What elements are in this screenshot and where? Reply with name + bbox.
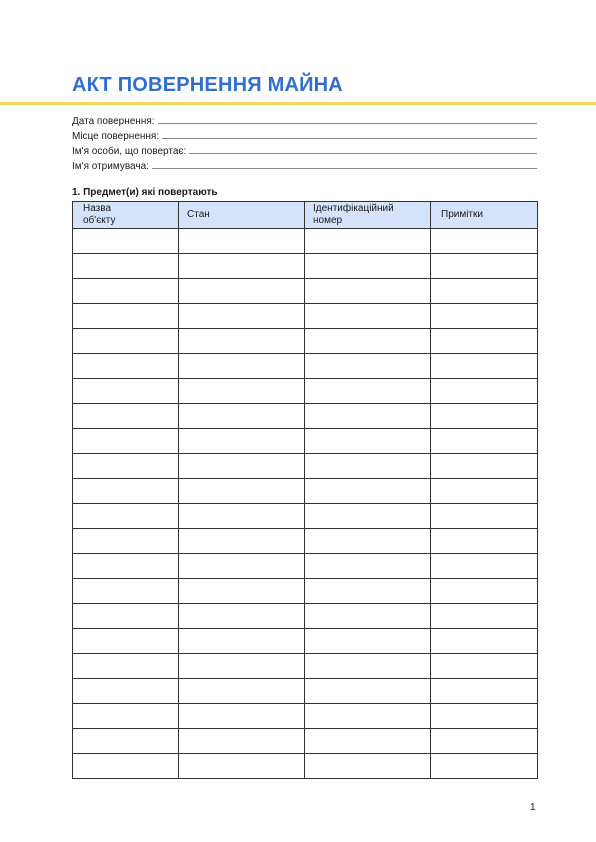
- cell-notes[interactable]: [431, 554, 538, 579]
- cell-id-number[interactable]: [305, 354, 431, 379]
- cell-condition[interactable]: [179, 654, 305, 679]
- cell-notes[interactable]: [431, 329, 538, 354]
- cell-id-number[interactable]: [305, 429, 431, 454]
- cell-condition[interactable]: [179, 579, 305, 604]
- cell-notes[interactable]: [431, 454, 538, 479]
- cell-object-name[interactable]: [73, 379, 179, 404]
- cell-condition[interactable]: [179, 629, 305, 654]
- table-row: [73, 504, 538, 529]
- cell-condition[interactable]: [179, 229, 305, 254]
- cell-id-number[interactable]: [305, 229, 431, 254]
- column-header-id-number: Ідентифікаційний номер: [305, 202, 431, 229]
- cell-object-name[interactable]: [73, 304, 179, 329]
- table-row: [73, 429, 538, 454]
- cell-object-name[interactable]: [73, 404, 179, 429]
- cell-condition[interactable]: [179, 454, 305, 479]
- cell-notes[interactable]: [431, 479, 538, 504]
- column-header-condition: Стан: [179, 202, 305, 229]
- table-row: [73, 654, 538, 679]
- cell-notes[interactable]: [431, 279, 538, 304]
- cell-condition[interactable]: [179, 729, 305, 754]
- table-row: [73, 329, 538, 354]
- cell-id-number[interactable]: [305, 704, 431, 729]
- returner-name-field: [72, 142, 537, 157]
- cell-notes[interactable]: [431, 679, 538, 704]
- returned-items-table: [72, 201, 538, 779]
- page-number: 1: [530, 802, 536, 813]
- cell-condition[interactable]: [179, 304, 305, 329]
- cell-notes[interactable]: [431, 729, 538, 754]
- table-row: [73, 454, 538, 479]
- cell-object-name[interactable]: [73, 604, 179, 629]
- return-place-line[interactable]: [162, 138, 537, 139]
- column-header-notes: Примітки: [431, 202, 538, 229]
- returner-name-label: Ім'я особи, що повертає:: [72, 146, 187, 157]
- cell-notes[interactable]: [431, 429, 538, 454]
- cell-id-number[interactable]: [305, 729, 431, 754]
- cell-object-name[interactable]: [73, 429, 179, 454]
- returner-name-line[interactable]: [189, 153, 537, 154]
- cell-id-number[interactable]: [305, 379, 431, 404]
- cell-notes[interactable]: [431, 754, 538, 779]
- table-row: [73, 579, 538, 604]
- cell-notes[interactable]: [431, 354, 538, 379]
- table-body: [73, 229, 538, 779]
- cell-id-number[interactable]: [305, 454, 431, 479]
- cell-condition[interactable]: [179, 429, 305, 454]
- table-row: [73, 754, 538, 779]
- table-row: [73, 479, 538, 504]
- cell-notes[interactable]: [431, 704, 538, 729]
- cell-id-number[interactable]: [305, 504, 431, 529]
- title-accent-rule: [0, 102, 596, 105]
- cell-id-number[interactable]: [305, 654, 431, 679]
- page-title: АКТ ПОВЕРНЕННЯ МАЙНА: [72, 74, 343, 96]
- table-row: [73, 704, 538, 729]
- cell-id-number[interactable]: [305, 604, 431, 629]
- table-row: [73, 279, 538, 304]
- cell-notes[interactable]: [431, 379, 538, 404]
- cell-id-number[interactable]: [305, 254, 431, 279]
- return-details-form: [72, 112, 537, 172]
- cell-condition[interactable]: [179, 354, 305, 379]
- cell-condition[interactable]: [179, 554, 305, 579]
- return-date-field: [72, 112, 537, 127]
- table-row: [73, 254, 538, 279]
- cell-id-number[interactable]: [305, 629, 431, 654]
- cell-condition[interactable]: [179, 504, 305, 529]
- cell-object-name[interactable]: [73, 504, 179, 529]
- cell-object-name[interactable]: [73, 329, 179, 354]
- cell-object-name[interactable]: [73, 754, 179, 779]
- cell-notes[interactable]: [431, 254, 538, 279]
- cell-object-name[interactable]: [73, 229, 179, 254]
- cell-condition[interactable]: [179, 479, 305, 504]
- cell-id-number[interactable]: [305, 554, 431, 579]
- table-header-row: [73, 202, 538, 229]
- cell-object-name[interactable]: [73, 629, 179, 654]
- cell-notes[interactable]: [431, 654, 538, 679]
- table-row: [73, 304, 538, 329]
- cell-notes[interactable]: [431, 529, 538, 554]
- cell-object-name[interactable]: [73, 279, 179, 304]
- cell-id-number[interactable]: [305, 279, 431, 304]
- table-row: [73, 354, 538, 379]
- cell-condition[interactable]: [179, 379, 305, 404]
- items-section-heading: 1. Предмет(и) які повертають: [72, 187, 218, 198]
- cell-object-name[interactable]: [73, 579, 179, 604]
- return-place-field: [72, 127, 537, 142]
- recipient-name-label: Ім'я отримувача:: [72, 161, 149, 172]
- cell-id-number[interactable]: [305, 304, 431, 329]
- cell-object-name[interactable]: [73, 529, 179, 554]
- return-place-label: Місце повернення:: [72, 131, 160, 142]
- cell-notes[interactable]: [431, 304, 538, 329]
- cell-object-name[interactable]: [73, 554, 179, 579]
- cell-notes[interactable]: [431, 404, 538, 429]
- cell-condition[interactable]: [179, 754, 305, 779]
- cell-condition[interactable]: [179, 529, 305, 554]
- cell-condition[interactable]: [179, 604, 305, 629]
- cell-id-number[interactable]: [305, 529, 431, 554]
- column-header-object-name: Назва об'єкту: [73, 202, 179, 229]
- cell-notes[interactable]: [431, 229, 538, 254]
- table-row: [73, 404, 538, 429]
- cell-notes[interactable]: [431, 629, 538, 654]
- cell-object-name[interactable]: [73, 654, 179, 679]
- cell-id-number[interactable]: [305, 479, 431, 504]
- cell-object-name[interactable]: [73, 704, 179, 729]
- table-row: [73, 229, 538, 254]
- cell-object-name[interactable]: [73, 254, 179, 279]
- cell-notes[interactable]: [431, 504, 538, 529]
- cell-id-number[interactable]: [305, 754, 431, 779]
- cell-notes[interactable]: [431, 579, 538, 604]
- recipient-name-field: [72, 157, 537, 172]
- table-row: [73, 379, 538, 404]
- cell-object-name[interactable]: [73, 479, 179, 504]
- cell-condition[interactable]: [179, 679, 305, 704]
- table-row: [73, 529, 538, 554]
- cell-condition[interactable]: [179, 329, 305, 354]
- cell-id-number[interactable]: [305, 579, 431, 604]
- cell-object-name[interactable]: [73, 454, 179, 479]
- table-row: [73, 554, 538, 579]
- cell-notes[interactable]: [431, 604, 538, 629]
- cell-condition[interactable]: [179, 279, 305, 304]
- cell-condition[interactable]: [179, 254, 305, 279]
- table-row: [73, 729, 538, 754]
- cell-condition[interactable]: [179, 704, 305, 729]
- cell-id-number[interactable]: [305, 404, 431, 429]
- table-row: [73, 629, 538, 654]
- return-date-label: Дата повернення:: [72, 116, 155, 127]
- cell-object-name[interactable]: [73, 729, 179, 754]
- cell-condition[interactable]: [179, 404, 305, 429]
- cell-object-name[interactable]: [73, 354, 179, 379]
- recipient-name-line[interactable]: [152, 168, 537, 169]
- cell-id-number[interactable]: [305, 329, 431, 354]
- cell-id-number[interactable]: [305, 679, 431, 704]
- return-date-line[interactable]: [158, 123, 537, 124]
- table-row: [73, 679, 538, 704]
- table-row: [73, 604, 538, 629]
- cell-object-name[interactable]: [73, 679, 179, 704]
